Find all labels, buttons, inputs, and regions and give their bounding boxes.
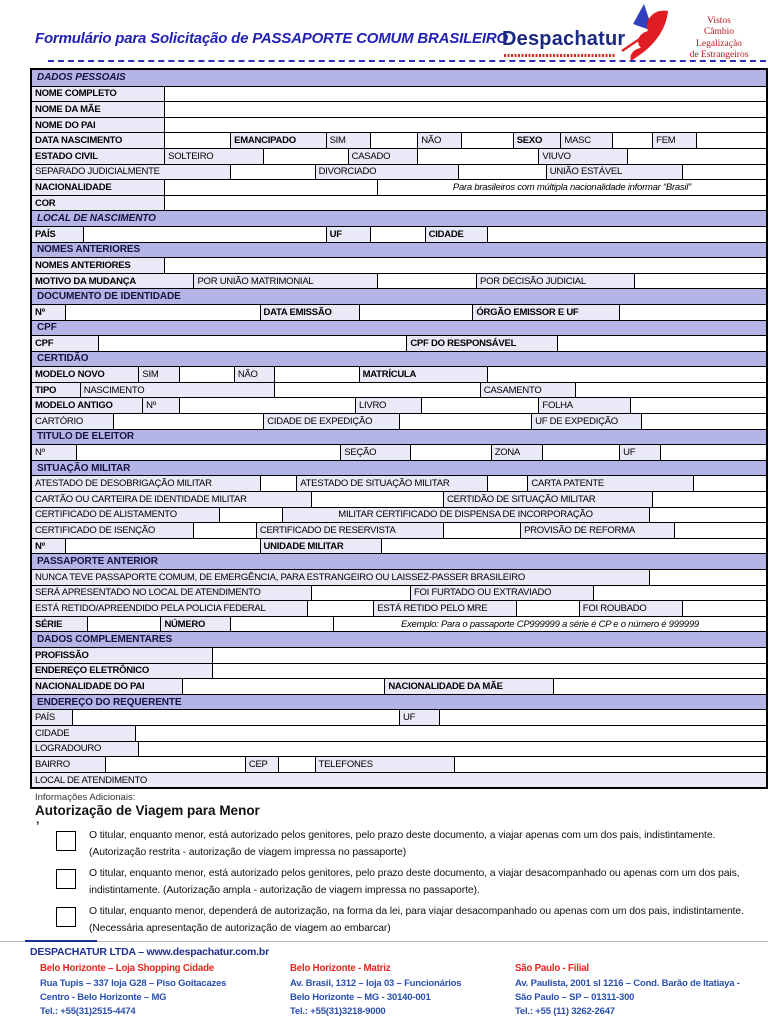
input-cell[interactable] [179, 398, 355, 413]
label-cell: COR [32, 196, 164, 211]
label-cell: SÉRIE [32, 617, 87, 632]
label-cell: PROVISÃO DE REFORMA [520, 523, 674, 538]
input-cell[interactable] [179, 367, 234, 382]
form-row [32, 304, 766, 320]
input-cell[interactable] [164, 258, 766, 273]
label-cell: Nº [32, 445, 76, 460]
input-cell[interactable] [219, 508, 281, 523]
footer-branches [40, 962, 753, 1019]
input-cell[interactable] [410, 445, 491, 460]
minor-authorization-option-text: O titular, enquanto menor, dependerá de autorização, na forma da lei, para viajar desacompanhado ou apenas com um dos pais, indistintamente. (Necessária apresentação de autorização de viagem ao embarcar) [89, 906, 744, 934]
label-cell: CPF DO RESPONSÁVEL [406, 336, 556, 351]
page-title: Formulário para Solicitação de PASSAPORTE COMUM BRASILEIRO [35, 30, 508, 47]
label-cell: UNIÃO ESTÁVEL [546, 165, 682, 180]
section-header: SITUAÇÃO MILITAR [32, 460, 766, 476]
input-cell[interactable] [370, 133, 418, 148]
input-cell[interactable] [65, 305, 260, 320]
input-cell[interactable] [458, 165, 546, 180]
input-cell[interactable] [619, 305, 766, 320]
input-cell[interactable] [230, 617, 333, 632]
input-cell[interactable] [307, 601, 373, 616]
input-cell[interactable] [274, 383, 480, 398]
footer-divider-accent [25, 940, 97, 942]
footer-divider [0, 941, 768, 944]
form-row [32, 647, 766, 663]
input-cell[interactable] [212, 648, 766, 663]
footer-branch [40, 962, 290, 1019]
label-cell: CIDADE [32, 726, 135, 741]
input-cell[interactable] [164, 118, 766, 133]
note-cell: Exemplo: Para o passaporte CP999999 a série é CP e o número é 999999 [333, 617, 766, 632]
label-cell: NOMES ANTERIORES [32, 258, 164, 273]
input-cell[interactable] [660, 445, 766, 460]
note-cell: Para brasileiros com múltipla nacionalidade informar “Brasil” [377, 180, 766, 195]
label-cell: NACIONALIDADE [32, 180, 164, 195]
label-cell: FEM [652, 133, 696, 148]
input-cell[interactable] [649, 508, 766, 523]
form-row [32, 600, 766, 616]
minor-authorization-options [56, 827, 756, 937]
label-cell: POR UNIÃO MATRIMONIAL [193, 274, 377, 289]
input-cell[interactable] [693, 476, 766, 491]
label-cell: MODELO NOVO [32, 367, 138, 382]
form-row [32, 257, 766, 273]
label-cell: LOCAL DE ATENDIMENTO [32, 773, 766, 788]
form-row [32, 663, 766, 679]
minor-authorization-option [56, 903, 756, 937]
input-cell[interactable] [138, 742, 766, 757]
label-cell: NUNCA TEVE PASSAPORTE COMUM, DE EMERGÊNCIA, PARA ESTRANGEIRO OU LAISSEZ-PASSER BRASILEIRO [32, 570, 649, 585]
label-cell: PAÍS [32, 227, 83, 242]
minor-authorization-checkbox[interactable] [56, 831, 76, 851]
input-cell[interactable] [65, 539, 260, 554]
label-cell: CASAMENTO [480, 383, 575, 398]
footer-branch-line: Tel.: +55 (11) 3262-2647 [515, 1006, 615, 1018]
label-cell: UF [399, 710, 439, 725]
label-cell: DATA NASCIMENTO [32, 133, 164, 148]
input-cell[interactable] [193, 523, 255, 538]
input-cell[interactable] [377, 274, 476, 289]
label-cell: CARTÓRIO [32, 414, 113, 429]
input-cell[interactable] [311, 586, 410, 601]
label-cell: MILITAR CERTIFICADO DE DISPENSA DE INCORPORAÇÃO [282, 508, 649, 523]
section-header: CPF [32, 320, 766, 336]
minor-authorization-option-text: O titular, enquanto menor, está autorizado pelos genitores, pelo prazo deste documento, a viajar apenas com um dos pais, indistintamente. (Autorização restrita - autorização de viagem impressa no passaporte) [89, 830, 716, 858]
label-cell: Nº [142, 398, 179, 413]
input-cell[interactable] [649, 570, 766, 585]
logo-tagline-strip [504, 54, 616, 57]
label-cell: ÓRGÃO EMISSOR E UF [472, 305, 619, 320]
form-table [30, 68, 768, 789]
input-cell[interactable] [230, 165, 314, 180]
label-cell: MASC [560, 133, 611, 148]
label-cell: UF DE EXPEDIÇÃO [531, 414, 641, 429]
label-cell: ESTADO CIVIL [32, 149, 164, 164]
input-cell[interactable] [461, 133, 512, 148]
section-header: DADOS PESSOAIS [32, 70, 766, 86]
footer-branch-name: Belo Horizonte – Loja Shopping Cidade [40, 963, 214, 974]
input-cell[interactable] [634, 274, 766, 289]
footer-branch-line: Tel.: +55(31)2515-4474 [40, 1006, 136, 1018]
footer-branch-name: São Paulo - Filial [515, 963, 589, 974]
label-cell: CASADO [348, 149, 418, 164]
label-cell: CIDADE DE EXPEDIÇÃO [263, 414, 399, 429]
label-cell: NOME COMPLETO [32, 87, 164, 102]
input-cell[interactable] [421, 398, 538, 413]
section-header: DADOS COMPLEMENTARES [32, 631, 766, 647]
logo-brand-text: Despachatur [502, 28, 626, 50]
label-cell: ESTÁ RETIDO PELO MRE [373, 601, 516, 616]
input-cell[interactable] [98, 336, 406, 351]
form-row [32, 179, 766, 195]
footer-company-line: DESPACHATUR LTDA – www.despachatur.com.br [30, 946, 269, 958]
label-cell: ATESTADO DE DESOBRIGAÇÃO MILITAR [32, 476, 260, 491]
logo-service-item: Vistos [707, 16, 731, 26]
input-cell[interactable] [627, 149, 766, 164]
footer-branch-line: Rua Tupis – 337 loja G28 – Piso Goitacazes [40, 977, 227, 989]
footer-branch-line: Av. Brasil, 1312 – loja 03 – Funcionários [290, 977, 462, 989]
input-cell[interactable] [593, 586, 765, 601]
form-row [32, 132, 766, 148]
input-cell[interactable] [487, 367, 766, 382]
form-row [32, 86, 766, 102]
input-cell[interactable] [399, 414, 531, 429]
label-cell: Nº [32, 305, 65, 320]
label-cell: MATRÍCULA [359, 367, 487, 382]
input-cell[interactable] [263, 149, 347, 164]
label-cell: VIUVO [538, 149, 626, 164]
input-cell[interactable] [641, 414, 766, 429]
label-cell: CIDADE [425, 227, 487, 242]
input-cell[interactable] [76, 445, 340, 460]
form-row [32, 522, 766, 538]
minor-authorization-option-text: O titular, enquanto menor, está autorizado pelos genitores, pelo prazo deste documento, a viajar desacompanhado ou apenas com um dos pais, indistintamente. (Autorização ampla - autorização de viagem impressa no passaporte). [89, 868, 740, 896]
label-cell: LOGRADOURO [32, 742, 138, 757]
label-cell: CERTIFICADO DE RESERVISTA [256, 523, 443, 538]
hummingbird-icon [620, 4, 672, 62]
label-cell: NOME DO PAI [32, 118, 164, 133]
stray-mark: ’ [36, 819, 40, 833]
form-row [32, 772, 766, 788]
section-header: LOCAL DE NASCIMENTO [32, 210, 766, 226]
header-divider-dashed [48, 60, 766, 62]
label-cell: UNIDADE MILITAR [260, 539, 381, 554]
label-cell: SIM [138, 367, 178, 382]
input-cell[interactable] [553, 679, 766, 694]
label-cell: POR DECISÃO JUDICIAL [476, 274, 634, 289]
input-cell[interactable] [575, 383, 766, 398]
form-row [32, 366, 766, 382]
label-cell: SEÇÃO [340, 445, 410, 460]
label-cell: SERÁ APRESENTADO NO LOCAL DE ATENDIMENTO [32, 586, 311, 601]
footer-branch-line: Centro - Belo Horizonte – MG [40, 991, 167, 1003]
section-header: PASSAPORTE ANTERIOR [32, 553, 766, 569]
form-row [32, 756, 766, 772]
label-cell: ZONA [491, 445, 542, 460]
footer-branch [290, 962, 515, 1019]
input-cell[interactable] [164, 102, 766, 117]
form-row [32, 585, 766, 601]
footer-branch-line: Belo Horizonte – MG - 30140-001 [290, 991, 431, 1003]
minor-authorization-checkbox[interactable] [56, 907, 76, 927]
label-cell: ESTÁ RETIDO/APREENDIDO PELA POLICIA FEDERAL [32, 601, 307, 616]
label-cell: CERTIFICADO DE ISENÇÃO [32, 523, 193, 538]
section-header: DOCUMENTO DE IDENTIDADE [32, 288, 766, 304]
label-cell: DIVORCIADO [315, 165, 458, 180]
despachatur-logo [500, 4, 766, 62]
input-cell[interactable] [454, 757, 766, 772]
input-cell[interactable] [311, 492, 443, 507]
form-row [32, 382, 766, 398]
form-row [32, 164, 766, 180]
input-cell[interactable] [87, 617, 160, 632]
section-header: ENDEREÇO DO REQUERENTE [32, 694, 766, 710]
minor-authorization-option [56, 827, 756, 861]
form-row [32, 397, 766, 413]
input-cell[interactable] [370, 227, 425, 242]
section-header: TITULO DE ELEITOR [32, 429, 766, 445]
label-cell: TELEFONES [315, 757, 454, 772]
label-cell: BAIRRO [32, 757, 105, 772]
input-cell[interactable] [487, 227, 766, 242]
additional-info-label: Informações Adicionais: [35, 792, 136, 803]
form-row [32, 569, 766, 585]
minor-authorization-option [56, 865, 756, 899]
minor-authorization-checkbox[interactable] [56, 869, 76, 889]
label-cell: Nº [32, 539, 65, 554]
form-row [32, 444, 766, 460]
label-cell: SEPARADO JUDICIALMENTE [32, 165, 230, 180]
label-cell: CARTÃO OU CARTEIRA DE IDENTIDADE MILITAR [32, 492, 311, 507]
label-cell: LIVRO [355, 398, 421, 413]
form-row [32, 616, 766, 632]
form-row [32, 725, 766, 741]
label-cell: MOTIVO DA MUDANÇA [32, 274, 193, 289]
form-row [32, 413, 766, 429]
footer-branch-name: Belo Horizonte - Matriz [290, 963, 391, 974]
logo-service-item: Legalização [696, 38, 742, 49]
label-cell: ATESTADO DE SITUAÇÃO MILITAR [296, 476, 487, 491]
footer-branch-line: Av. Paulista, 2001 sl 1216 – Cond. Barão de Itatiaya - São Paulo – SP – 01311-300 [515, 977, 740, 1003]
label-cell: CERTIDÃO DE SITUAÇÃO MILITAR [443, 492, 652, 507]
label-cell: DATA EMISSÃO [260, 305, 359, 320]
input-cell[interactable] [164, 180, 377, 195]
label-cell: NÃO [417, 133, 461, 148]
form-row [32, 273, 766, 289]
input-cell[interactable] [260, 476, 297, 491]
label-cell: PROFISSÃO [32, 648, 212, 663]
label-cell: NÃO [234, 367, 274, 382]
form-row [32, 148, 766, 164]
label-cell: CPF [32, 336, 98, 351]
label-cell: NASCIMENTO [80, 383, 275, 398]
label-cell: ENDEREÇO ELETRÔNICO [32, 664, 212, 679]
label-cell: SOLTEIRO [164, 149, 263, 164]
form-row [32, 195, 766, 211]
input-cell[interactable] [381, 539, 766, 554]
input-cell[interactable] [72, 710, 399, 725]
form-row [32, 709, 766, 725]
label-cell: NACIONALIDADE DO PAI [32, 679, 182, 694]
input-cell[interactable] [542, 445, 619, 460]
label-cell: MODELO ANTIGO [32, 398, 142, 413]
logo-service-item: Câmbio [703, 27, 735, 38]
label-cell: FOI ROUBADO [579, 601, 682, 616]
label-cell: UF [326, 227, 370, 242]
form-row [32, 538, 766, 554]
label-cell: SEXO [513, 133, 561, 148]
input-cell[interactable] [682, 601, 766, 616]
input-cell[interactable] [516, 601, 578, 616]
input-cell[interactable] [164, 196, 766, 211]
label-cell: CARTA PATENTE [527, 476, 692, 491]
label-cell: CERTIFICADO DE ALISTAMENTO [32, 508, 219, 523]
input-cell[interactable] [182, 679, 384, 694]
label-cell: FOI FURTADO OU EXTRAVIADO [410, 586, 594, 601]
input-cell[interactable] [443, 523, 520, 538]
label-cell: NÚMERO [160, 617, 230, 632]
label-cell: TIPO [32, 383, 80, 398]
input-cell[interactable] [359, 305, 473, 320]
input-cell[interactable] [674, 523, 766, 538]
form-row [32, 491, 766, 507]
label-cell: EMANCIPADO [230, 133, 325, 148]
input-cell[interactable] [135, 726, 766, 741]
form-row [32, 741, 766, 757]
input-cell[interactable] [439, 710, 766, 725]
input-cell[interactable] [630, 398, 766, 413]
logo-services [674, 16, 764, 62]
section-header: NOMES ANTERIORES [32, 242, 766, 258]
form-row [32, 226, 766, 242]
form-row [32, 475, 766, 491]
label-cell: CEP [245, 757, 278, 772]
form-row [32, 117, 766, 133]
footer-branch-line: Tel.: +55(31)3218-9000 [290, 1006, 386, 1018]
input-cell[interactable] [113, 414, 263, 429]
input-cell[interactable] [557, 336, 766, 351]
section-header: CERTIDÃO [32, 351, 766, 367]
input-cell[interactable] [487, 476, 527, 491]
form-row [32, 678, 766, 694]
label-cell: NACIONALIDADE DA MÃE [384, 679, 553, 694]
footer-branch [515, 962, 753, 1019]
input-cell[interactable] [164, 87, 766, 102]
input-cell[interactable] [83, 227, 325, 242]
form-row [32, 507, 766, 523]
input-cell[interactable] [696, 133, 766, 148]
label-cell: PAÍS [32, 710, 72, 725]
minor-authorization-title: Autorização de Viagem para Menor [35, 803, 260, 818]
input-cell[interactable] [278, 757, 315, 772]
input-cell[interactable] [212, 664, 766, 679]
label-cell: SIM [326, 133, 370, 148]
input-cell[interactable] [612, 133, 652, 148]
input-cell[interactable] [652, 492, 766, 507]
input-cell[interactable] [417, 149, 538, 164]
form-row [32, 101, 766, 117]
form-row [32, 335, 766, 351]
label-cell: UF [619, 445, 659, 460]
label-cell: FOLHA [538, 398, 630, 413]
logo-service-item: de Estrangeiros [689, 50, 749, 61]
input-cell[interactable] [164, 133, 230, 148]
input-cell[interactable] [682, 165, 766, 180]
input-cell[interactable] [274, 367, 358, 382]
label-cell: NOME DA MÃE [32, 102, 164, 117]
input-cell[interactable] [105, 757, 244, 772]
